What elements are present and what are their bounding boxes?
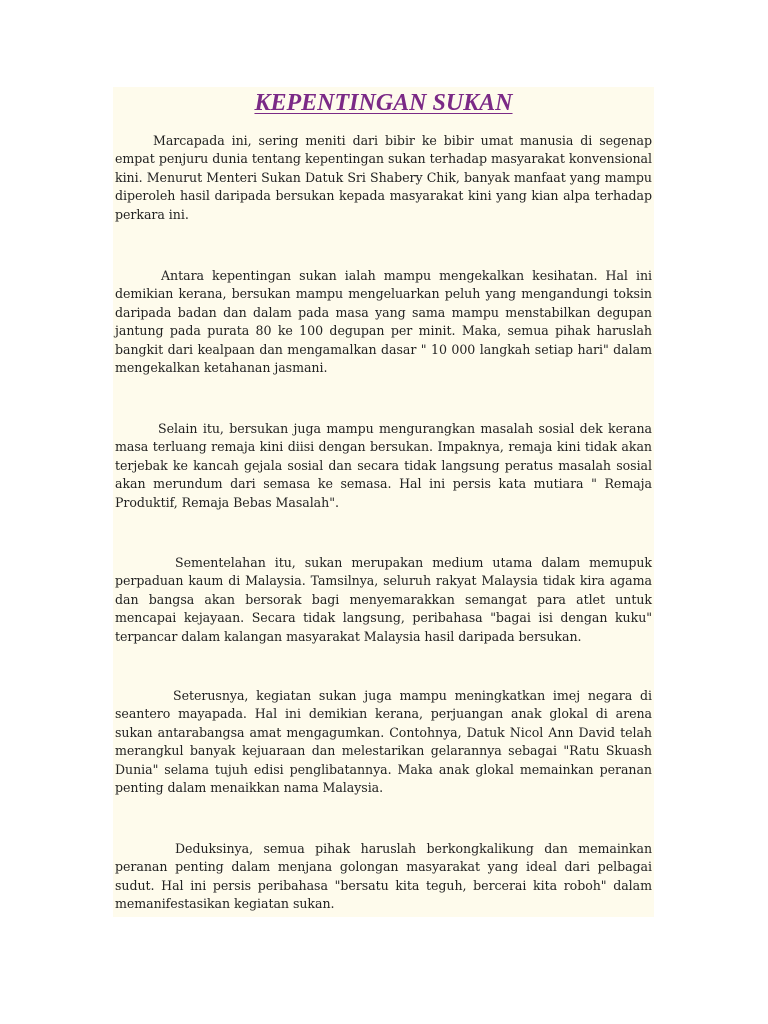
document-title: KEPENTINGAN SUKAN: [254, 90, 513, 116]
paragraph-health: Antara kepentingan sukan ialah mampu mengekalkan kesihatan. Hal ini demikian kerana, bersukan mampu mengeluarkan peluh yang mengandungi toksin daripada badan dan dalam pada masa yang sama mampu menstabilkan degupan jantung pada purata 80 ke 100 degupan per minit. Maka, semua pihak haruslah bangkit dari kealpaan dan mengamalkan dasar " 10 000 langkah setiap hari" dalam mengekalkan ketahanan jasmani.: [115, 268, 652, 376]
document-sheet: [113, 87, 654, 917]
paragraph-national-image: Seterusnya, kegiatan sukan juga mampu meningkatkan imej negara di seantero mayapada. Hal ini demikian kerana, perjuangan anak glokal di arena sukan antarabangsa amat mengagumkan. Contohnya, Datuk Nicol Ann David telah merangkul banyak kejuaraan dan melestarikan gelarannya sebagai "Ratu Skuash Dunia" selama tujuh edisi penglibatannya. Maka anak glokal memainkan peranan penting dalam menaikkan nama Malaysia.: [115, 688, 652, 796]
paragraph-unity: Sementelahan itu, sukan merupakan medium utama dalam memupuk perpaduan kaum di Malaysia. Tamsilnya, seluruh rakyat Malaysia tidak kira agama dan bangsa akan bersorak bagi menyemarakkan semangat para atlet untuk mencapai kejayaan. Secara tidak langsung, peribahasa "bagai isi dengan kuku" terpancar dalam kalangan masyarakat Malaysia hasil daripada bersukan.: [115, 555, 652, 644]
paragraph-social-problems: Selain itu, bersukan juga mampu mengurangkan masalah sosial dek kerana masa terluang remaja kini diisi dengan bersukan. Impaknya, remaja kini tidak akan terjebak ke kancah gejala sosial dan secara tidak langsung peratus masalah sosial akan merundum dari semasa ke semasa. Hal ini persis kata mutiara " Remaja Produktif, Remaja Bebas Masalah".: [115, 421, 652, 510]
paragraph-conclusion: Deduksinya, semua pihak haruslah berkongkalikung dan memainkan peranan penting dalam menjana golongan masyarakat yang ideal dari pelbagai sudut. Hal ini persis peribahasa "bersatu kita teguh, bercerai kita roboh" dalam memanifestasikan kegiatan sukan.: [115, 841, 652, 912]
paragraph-introduction: Marcapada ini, sering meniti dari bibir ke bibir umat manusia di segenap empat penjuru dunia tentang kepentingan sukan terhadap masyarakat konvensional kini. Menurut Menteri Sukan Datuk Sri Shabery Chik, banyak manfaat yang mampu diperoleh hasil daripada bersukan kepada masyarakat kini yang kian alpa terhadap perkara ini.: [115, 133, 652, 222]
